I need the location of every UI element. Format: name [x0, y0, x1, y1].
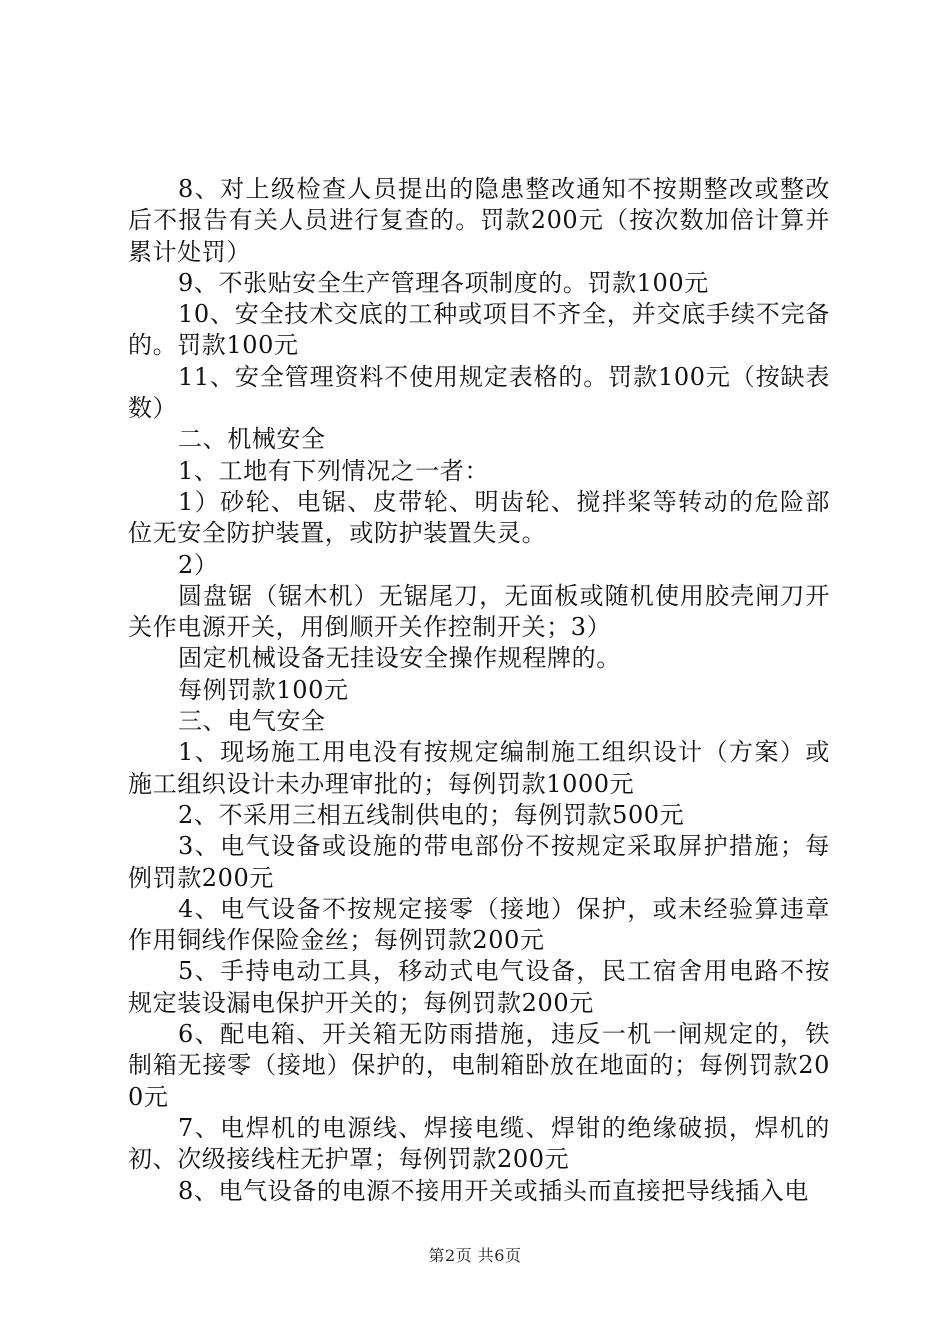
- paragraph: 圆盘锯（锯木机）无锯尾刀，无面板或随机使用胶壳闸刀开关作电源开关，用倒顺开关作控制开关；3）: [128, 581, 830, 642]
- paragraph: 1、工地有下列情况之一者：: [178, 456, 490, 485]
- paragraph: 10、安全技术交底的工种或项目不齐全，并交底手续不完备的。罚款100元: [128, 300, 830, 360]
- paragraph: 6、配电箱、开关箱无防雨措施，违反一机一闸规定的，铁制箱无接零（接地）保护的，电制箱卧放在地面的；每例罚款200元: [128, 1020, 830, 1111]
- paragraph: 4、电气设备不按规定接零（接地）保护，或未经验算违章作用铜线作保险金丝；每例罚款200元: [128, 894, 830, 955]
- paragraph: 5、手持电动工具，移动式电气设备，民工宿舍用电路不按规定装设漏电保护开关的；每例罚款200元: [128, 957, 830, 1017]
- paragraph: 固定机械设备无挂设安全操作规程牌的。: [178, 644, 621, 673]
- paragraph: 每例罚款100元: [178, 675, 349, 704]
- paragraph: 8、电气设备的电源不接用开关或插头而直接把导线插入电: [178, 1176, 809, 1205]
- paragraph: 7、电焊机的电源线、焊接电缆、焊钳的绝缘破损，焊机的初、次级接线柱无护罩；每例罚款200元: [128, 1113, 830, 1174]
- paragraph: 11、安全管理资料不使用规定表格的。罚款100元（按缺表数）: [128, 362, 830, 423]
- paragraph: 2）: [178, 550, 219, 579]
- paragraph: 1）砂轮、电锯、皮带轮、明齿轮、搅拌桨等转动的危险部位无安全防护装置，或防护装置失灵。: [128, 487, 830, 548]
- paragraph: 8、对上级检查人员提出的隐患整改通知不按期整改或整改后不报告有关人员进行复查的。罚款200元（按次数加倍计算并累计处罚）: [128, 175, 830, 266]
- document-body: [128, 174, 830, 1207]
- section-heading: 三、电气安全: [178, 707, 326, 736]
- paragraph: 2、不采用三相五线制供电的；每例罚款500元: [178, 800, 685, 829]
- paragraph: 9、不张贴安全生产管理各项制度的。罚款100元: [178, 268, 709, 297]
- section-heading: 二、机械安全: [178, 425, 326, 454]
- page-number-footer: 第2页 共6页: [428, 1246, 522, 1265]
- paragraph: 3、电气设备或设施的带电部份不按规定采取屏护措施；每例罚款200元: [128, 832, 830, 892]
- paragraph: 1、现场施工用电没有按规定编制施工组织设计（方案）或施工组织设计未办理审批的；每例罚款1000元: [128, 738, 830, 798]
